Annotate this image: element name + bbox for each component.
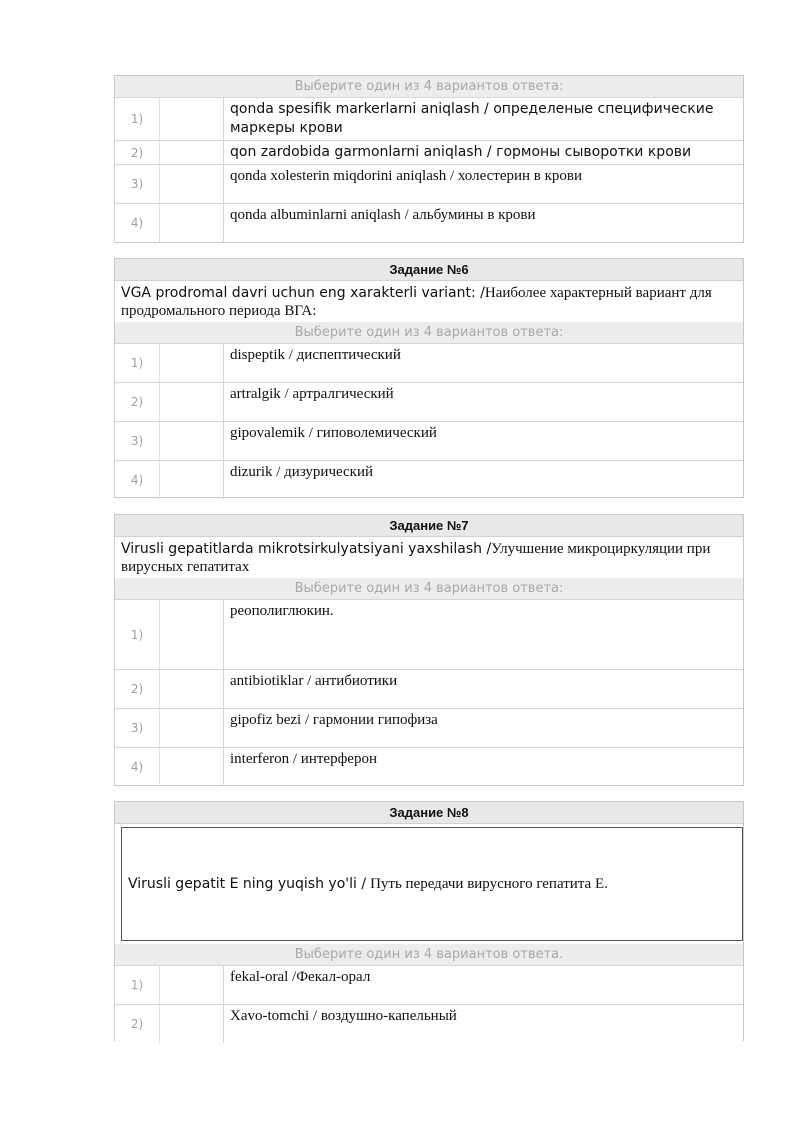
answer-option[interactable] <box>115 343 743 382</box>
answer-option[interactable] <box>115 97 743 140</box>
option-select-cell[interactable] <box>159 422 224 460</box>
question-latin: VGA prodromal davri uchun eng xarakterli variant: / <box>121 285 485 301</box>
option-select-cell[interactable] <box>159 204 224 242</box>
answer-hint: Выберите один из 4 вариантов ответа. <box>115 944 743 965</box>
option-select-cell[interactable] <box>159 141 224 164</box>
option-select-cell[interactable] <box>159 709 224 747</box>
task-title: Задание №6 <box>115 259 743 281</box>
answer-hint: Выберите один из 4 вариантов ответа: <box>115 578 743 599</box>
option-number: 3) <box>130 721 144 735</box>
answer-option[interactable] <box>115 421 743 460</box>
option-select-cell[interactable] <box>159 383 224 421</box>
option-number: 1) <box>130 356 144 370</box>
option-select-cell[interactable] <box>159 1005 224 1043</box>
option-number: 2) <box>130 1017 144 1031</box>
option-select-cell[interactable] <box>159 670 224 708</box>
question-text <box>115 281 743 322</box>
answer-option[interactable] <box>115 599 743 669</box>
question-russian: Путь передачи вирусного гепатита Е. <box>370 875 608 892</box>
option-text: artralgik / артралгический <box>230 386 394 402</box>
answer-option[interactable] <box>115 669 743 708</box>
task-title: Задание №7 <box>115 515 743 537</box>
option-number: 4) <box>130 216 144 230</box>
option-text: реополиглюкин. <box>230 603 334 619</box>
option-text: antibiotiklar / антибиотики <box>230 673 398 689</box>
option-number: 2) <box>130 145 144 160</box>
question-text-box <box>121 827 743 941</box>
option-number: 3) <box>130 434 144 448</box>
option-text: gipovalemik / гиповолемический <box>230 425 437 441</box>
option-text: fekal-oral /Фекал-орал <box>230 969 371 985</box>
answer-option[interactable] <box>115 203 743 242</box>
option-text: gipofiz bezi / гармонии гипофиза <box>230 712 438 728</box>
question-text <box>115 537 743 578</box>
answer-hint: Выберите один из 4 вариантов ответа: <box>115 76 743 97</box>
question-russian: Наиболее характерный вариант для продромального периода ВГА: <box>121 285 712 319</box>
answer-option[interactable] <box>115 965 743 1004</box>
question-latin: Virusli gepatit E ning yuqish yo'li / <box>128 876 367 892</box>
option-number: 1) <box>130 627 144 642</box>
option-text: qonda spesifik markerlarni aniqlash / определеные специфические маркеры крови <box>230 101 714 136</box>
answer-option[interactable] <box>115 747 743 786</box>
option-number: 2) <box>130 682 144 696</box>
answer-option[interactable] <box>115 708 743 747</box>
option-text: qonda xolesterin miqdorini aniqlash / холестерин в крови <box>230 168 583 184</box>
answer-hint: Выберите один из 4 вариантов ответа: <box>115 322 743 343</box>
question-block-6 <box>114 258 744 498</box>
option-number: 4) <box>130 760 144 774</box>
option-select-cell[interactable] <box>159 344 224 382</box>
option-number: 1) <box>130 112 144 126</box>
question-latin: Virusli gepatitlarda mikrotsirkulyatsiyani yaxshilash / <box>121 541 492 557</box>
option-select-cell[interactable] <box>159 966 224 1004</box>
task-title: Задание №8 <box>115 802 743 824</box>
answer-option[interactable] <box>115 164 743 203</box>
option-number: 1) <box>130 978 144 992</box>
question-block-7 <box>114 514 744 786</box>
option-number: 3) <box>130 177 144 191</box>
option-select-cell[interactable] <box>159 98 224 140</box>
question-block-8 <box>114 801 744 1041</box>
answer-option[interactable] <box>115 140 743 164</box>
option-number: 4) <box>130 473 144 487</box>
answer-option[interactable] <box>115 382 743 421</box>
option-number: 2) <box>130 395 144 409</box>
option-text: dispeptik / диспептический <box>230 347 401 363</box>
answer-option[interactable] <box>115 460 743 499</box>
option-select-cell[interactable] <box>159 748 224 786</box>
option-select-cell[interactable] <box>159 165 224 203</box>
option-text: Xavo-tomchi / воздушно-капельный <box>230 1008 457 1024</box>
question-block-5 <box>114 75 744 243</box>
question-russian: Улучшение микроциркуляции при вирусных гепатитах <box>121 541 711 575</box>
answer-option[interactable] <box>115 1004 743 1043</box>
option-text: qonda albuminlarni aniqlash / альбумины в крови <box>230 207 536 223</box>
option-text: interferon / интерферон <box>230 751 377 767</box>
option-text: qon zardobida garmonlarni aniqlash / гормоны сыворотки крови <box>230 144 692 160</box>
option-select-cell[interactable] <box>159 600 224 669</box>
option-text: dizurik / дизурический <box>230 464 374 480</box>
option-select-cell[interactable] <box>159 461 224 499</box>
